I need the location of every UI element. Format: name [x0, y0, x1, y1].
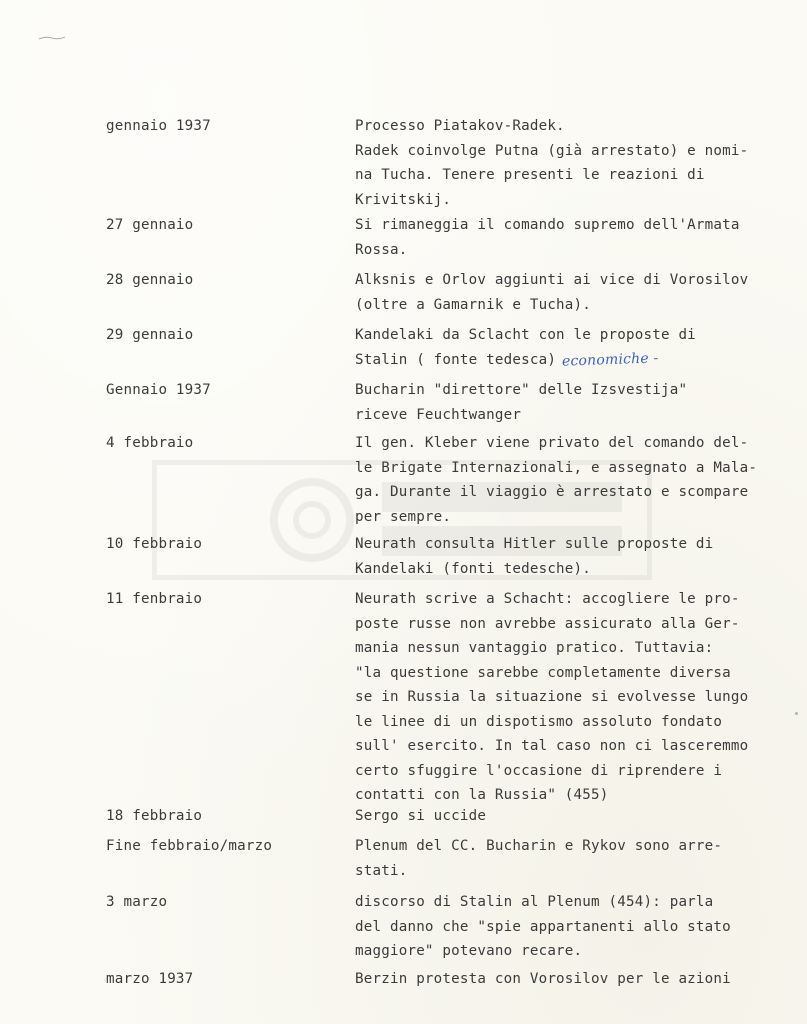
entry-text-line: Krivitskij.: [355, 191, 452, 208]
entry-text-line: Kandelaki da Sclacht con le proposte di: [355, 327, 696, 343]
entry-text-line: le Brigate Internazionali, e assegnato a Mala-: [355, 459, 758, 476]
entry-text-line: Processo Piatakov-Radek.: [355, 118, 565, 134]
entry-text-line: Neurath consulta Hitler sulle proposte di: [355, 536, 714, 552]
entry-date: Gennaio 1937: [106, 382, 211, 398]
entry-text-line: Bucharin "direttore" delle Izsvestija": [355, 382, 688, 398]
entry-text-line: per sempre.: [355, 508, 452, 525]
entry-text-line: ga. Durante il viaggio è arrestato e scompare: [355, 484, 749, 500]
entry-text-line: Kandelaki (fonti tedesche).: [355, 560, 592, 577]
entry-text-line: Stalin ( fonte tedesca) economiche -: [355, 348, 795, 373]
entry-text: [355, 431, 795, 529]
entry-text: [355, 378, 795, 427]
entry-date: 29 gennaio: [106, 327, 194, 343]
entry-date: 3 marzo: [106, 894, 168, 910]
entry-date: 10 febbraio: [106, 536, 203, 552]
stray-ink-dot: [795, 712, 798, 715]
entry-date: 4 febbraio: [106, 435, 194, 451]
entry-text: [355, 804, 795, 829]
entry-text: [355, 890, 795, 964]
entry-text-line: Rossa.: [355, 241, 408, 258]
entry-text-line: (oltre a Gamarnik e Tucha).: [355, 296, 592, 313]
entry-text-line: le linee di un dispotismo assoluto fondato: [355, 713, 723, 730]
entry-text: [355, 268, 795, 317]
entry-text-line: poste russe non avrebbe assicurato alla Ger-: [355, 615, 740, 632]
entry-text-line: "la questione sarebbe completamente diversa: [355, 664, 731, 681]
entry-date: 28 gennaio: [106, 272, 194, 288]
entry-text-line: Plenum del CC. Bucharin e Rykov sono arre-: [355, 838, 723, 854]
entry-text: [355, 967, 795, 992]
entry-text-line: Si rimaneggia il comando supremo dell'Armata: [355, 217, 740, 233]
entry-text-line: Berzin protesta con Vorosilov per le azioni: [355, 971, 731, 987]
entry-text-line: riceve Feuchtwanger: [355, 406, 522, 423]
entry-date: 11 fenbraio: [106, 591, 203, 607]
entry-text-line: Alksnis e Orlov aggiunti ai vice di Vorosilov: [355, 272, 749, 288]
entry-text-line: certo sfuggire l'occasione di riprendere i: [355, 762, 723, 779]
entry-text-line: del danno che "spie appartanenti allo stato: [355, 918, 731, 935]
entry-text: [355, 114, 795, 212]
entry-text-line: sull' esercito. In tal caso non ci lasceremmo: [355, 738, 749, 754]
handwritten-annotation: economiche -: [561, 349, 659, 370]
entry-text: [355, 587, 795, 808]
entry-date: Fine febbraio/marzo: [106, 838, 273, 854]
entry-text: [355, 213, 795, 262]
entry-text-line: maggiore" potevano recare.: [355, 943, 583, 959]
entry-text-line: Il gen. Kleber viene privato del comando del-: [355, 435, 749, 451]
entry-date: marzo 1937: [106, 971, 194, 987]
entry-text-line: mania nessun vantaggio pratico. Tuttavia:: [355, 640, 714, 656]
entry-date: 27 gennaio: [106, 217, 194, 233]
entry-text: [355, 532, 795, 581]
entry-date: 18 febbraio: [106, 808, 203, 824]
entry-text-line: discorso di Stalin al Plenum (454): parla: [355, 894, 714, 910]
entry-text-line: Radek coinvolge Putna (già arrestato) e nomi-: [355, 142, 749, 159]
entry-text-line: Neurath scrive a Schacht: accogliere le pro-: [355, 591, 740, 607]
entry-text: [355, 834, 795, 883]
entry-text-line: na Tucha. Tenere presenti le reazioni di: [355, 167, 705, 183]
entry-text-line: stati.: [355, 862, 408, 879]
entry-text-line: contatti con la Russia" (455): [355, 787, 609, 803]
entry-text-line: Sergo si uccide: [355, 808, 487, 824]
entry-date: gennaio 1937: [106, 118, 211, 134]
pen-mark: [38, 26, 66, 32]
entry-text-line: se in Russia la situazione si evolvesse lungo: [355, 689, 749, 705]
entry-text: [355, 323, 795, 372]
